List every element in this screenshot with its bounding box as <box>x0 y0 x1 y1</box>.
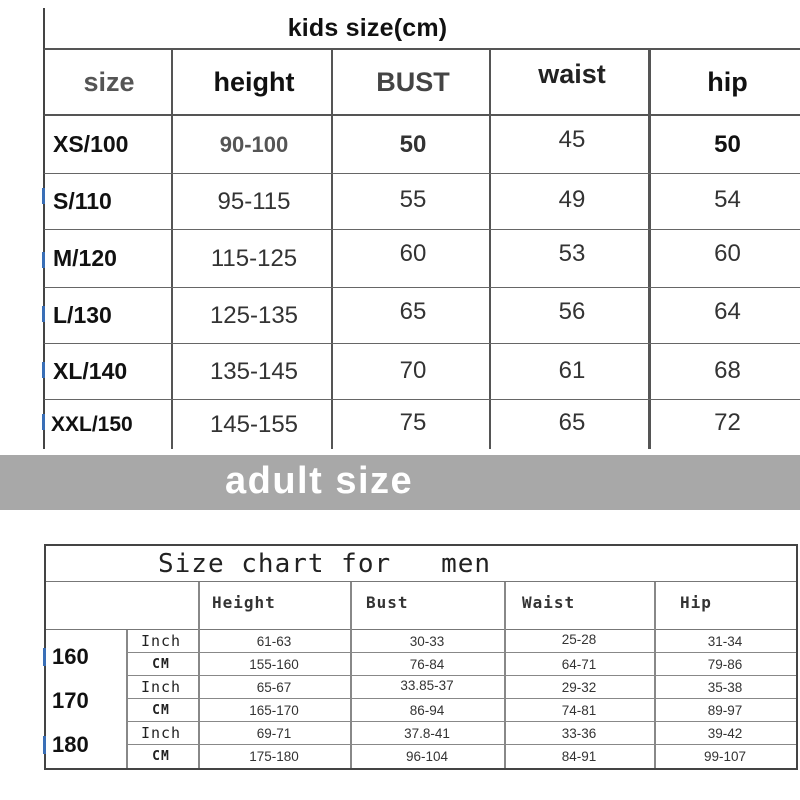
bust-cell: 96-104 <box>405 749 449 764</box>
waist-cell: 29-32 <box>561 679 597 695</box>
waist-cell: 25-28 <box>561 631 597 647</box>
hip-cell: 99-107 <box>703 749 747 764</box>
hip-cell: 31-34 <box>707 633 743 649</box>
kids-row <box>43 116 800 174</box>
height-cell: 125-135 <box>209 301 299 329</box>
kids-size-table <box>43 8 800 449</box>
adult-size-label: 180 <box>52 732 89 757</box>
unit-cell: CM <box>152 656 170 672</box>
height-cell: 69-71 <box>256 725 292 741</box>
row-marker <box>43 736 46 754</box>
bust-cell: 55 <box>399 185 427 213</box>
hip-cell: 64 <box>714 297 741 325</box>
height-cell: 95-115 <box>217 187 291 215</box>
kids-table-title: kids size(cm) <box>287 13 448 42</box>
waist-cell: 64-71 <box>561 656 597 672</box>
bust-cell: 75 <box>399 408 427 436</box>
height-cell: 165-170 <box>249 702 299 718</box>
adult-table-title: Size chart for men <box>158 549 492 579</box>
bust-cell: 37.8-41 <box>404 725 450 741</box>
row-marker <box>43 648 46 666</box>
hip-cell: 60 <box>714 239 741 267</box>
height-cell: 145-155 <box>209 410 299 438</box>
kids-header-row <box>43 50 800 116</box>
header-waist: Waist <box>522 593 576 612</box>
header-size: size <box>83 66 135 97</box>
header-height: Height <box>212 593 276 612</box>
adult-size-heading: adult size <box>225 460 414 502</box>
kids-title-row <box>43 8 800 50</box>
adult-size-label: 170 <box>52 688 89 713</box>
adult-size-table <box>44 544 798 770</box>
waist-cell: 56 <box>558 297 586 325</box>
size-cell: M/120 <box>53 245 117 271</box>
adult-title-row <box>46 546 796 582</box>
height-cell: 61-63 <box>256 633 292 649</box>
hip-cell: 89-97 <box>707 702 743 718</box>
adult-row <box>126 630 796 653</box>
waist-cell: 49 <box>558 185 586 213</box>
bust-cell: 60 <box>399 239 427 267</box>
bust-cell: 30-33 <box>409 633 445 649</box>
unit-cell: CM <box>152 702 170 718</box>
adult-size-label: 160 <box>52 644 89 669</box>
bust-cell: 33.85-37 <box>400 677 454 693</box>
bust-cell: 76-84 <box>409 656 445 672</box>
unit-cell: CM <box>152 749 170 764</box>
bust-cell: 65 <box>399 297 427 325</box>
height-cell: 65-67 <box>256 679 292 695</box>
bust-cell: 70 <box>399 356 427 384</box>
hip-cell: 50 <box>714 130 741 158</box>
adult-size-banner <box>0 455 800 510</box>
waist-cell: 61 <box>558 356 586 384</box>
unit-cell: Inch <box>140 724 182 742</box>
hip-cell: 68 <box>714 356 741 384</box>
bust-cell: 50 <box>399 130 427 158</box>
header-height: height <box>213 66 295 97</box>
size-cell: XS/100 <box>53 131 129 157</box>
adult-header-row <box>46 582 796 630</box>
hip-cell: 35-38 <box>707 679 743 695</box>
size-cell: XXL/150 <box>51 412 133 436</box>
hip-cell: 39-42 <box>707 725 743 741</box>
waist-cell: 65 <box>558 408 586 436</box>
waist-cell: 84-91 <box>561 749 597 764</box>
height-cell: 115-125 <box>210 244 298 272</box>
adult-row <box>126 676 796 699</box>
hip-cell: 79-86 <box>707 656 743 672</box>
kids-row <box>43 400 800 449</box>
hip-cell: 72 <box>714 408 741 436</box>
kids-row <box>43 344 800 400</box>
kids-row <box>43 288 800 344</box>
header-bust: Bust <box>366 593 409 612</box>
hip-cell: 54 <box>714 185 741 213</box>
header-bust: BUST <box>376 66 450 97</box>
bust-cell: 86-94 <box>409 702 445 718</box>
size-cell: S/110 <box>53 188 112 214</box>
waist-cell: 45 <box>558 125 586 153</box>
size-cell: L/130 <box>53 302 112 328</box>
adult-row <box>126 699 796 722</box>
height-cell: 90-100 <box>219 131 289 157</box>
size-cell: XL/140 <box>53 358 128 384</box>
adult-row <box>126 745 796 768</box>
unit-cell: Inch <box>140 632 182 650</box>
header-waist: waist <box>538 58 606 89</box>
height-cell: 175-180 <box>249 749 299 764</box>
waist-cell: 74-81 <box>561 702 597 718</box>
waist-cell: 53 <box>558 239 586 267</box>
waist-cell: 33-36 <box>561 725 597 741</box>
header-hip: Hip <box>680 593 712 612</box>
height-cell: 155-160 <box>249 656 299 672</box>
adult-row <box>126 722 796 745</box>
height-cell: 135-145 <box>209 357 299 385</box>
header-hip: hip <box>707 66 748 97</box>
unit-cell: Inch <box>140 678 182 696</box>
